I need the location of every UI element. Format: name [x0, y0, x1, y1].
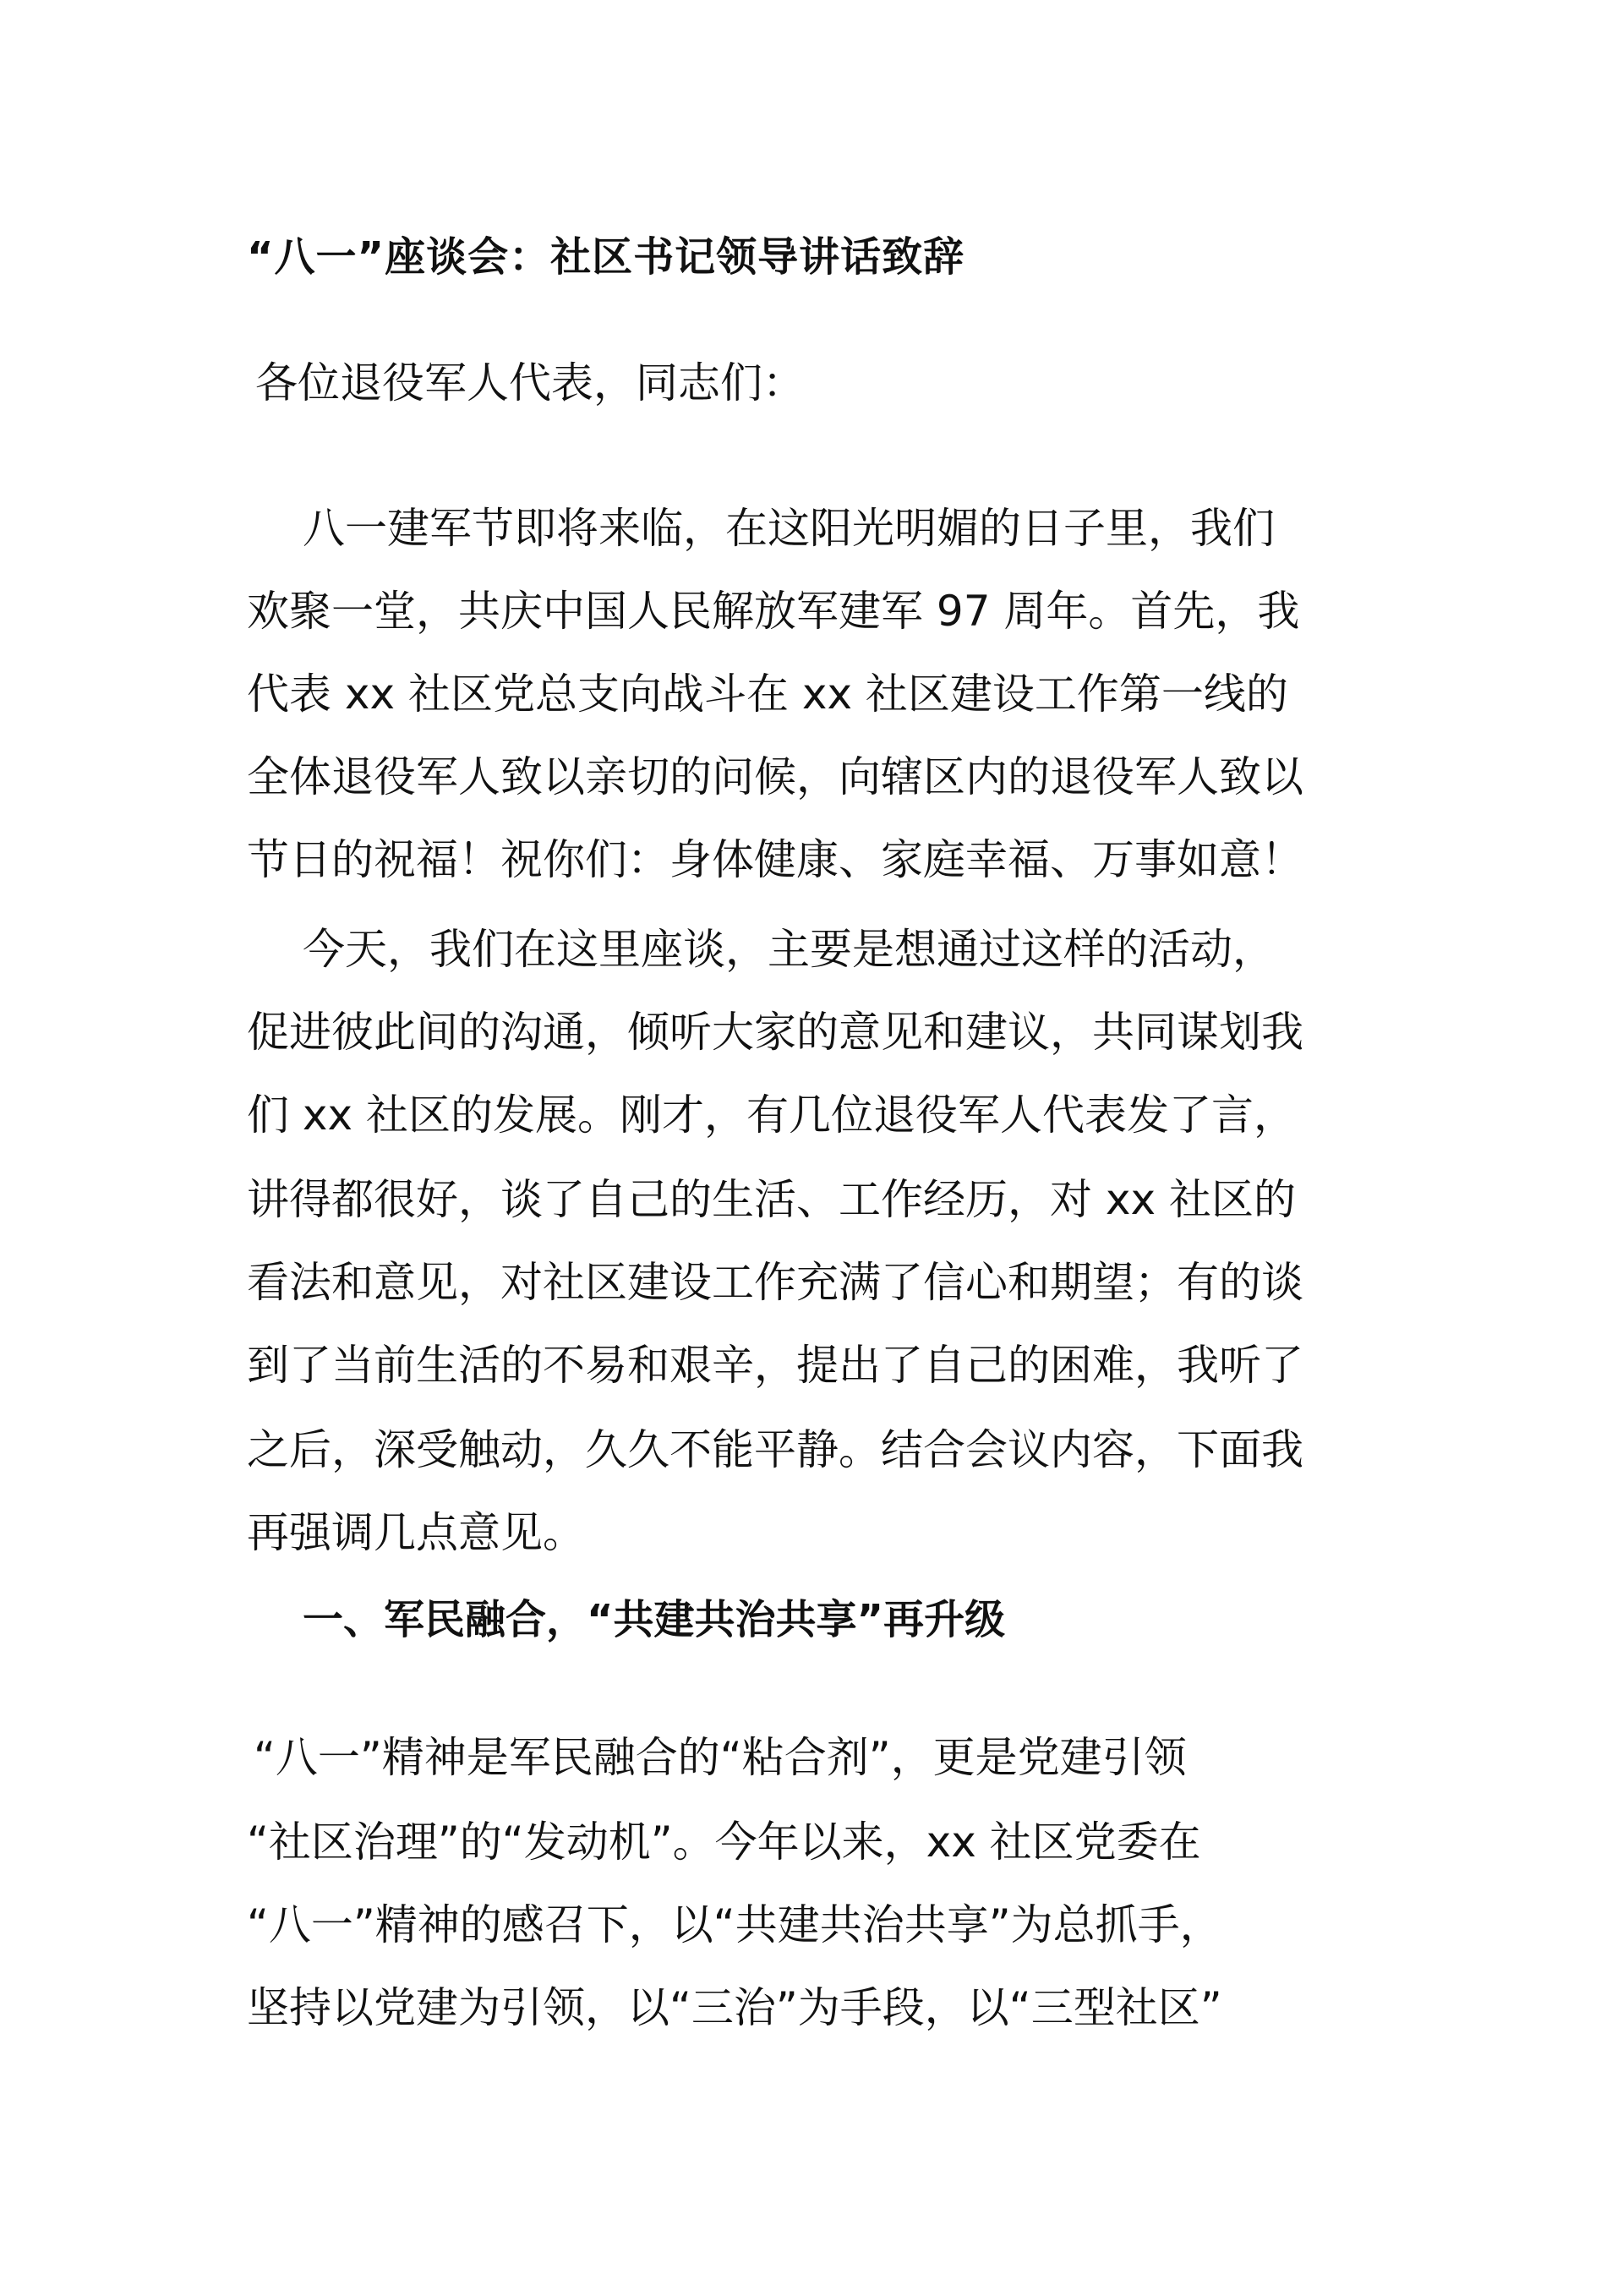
paragraph2-line: 讲得都很好，谈了自己的生活、工作经历，对 xx 社区的 [247, 1175, 1296, 1224]
paragraph3-line: “八一”精神是军民融合的“粘合剂”，更是党建引领 [254, 1733, 1187, 1782]
paragraph2-line: 看法和意见，对社区建设工作充满了信心和期望；有的谈 [247, 1258, 1303, 1307]
paragraph1-line: 八一建军节即将来临，在这阳光明媚的日子里，我们 [303, 504, 1275, 553]
paragraph1-line: 节日的祝福！祝你们：身体健康、家庭幸福、万事如意！ [247, 835, 1303, 884]
paragraph2-line: 今天，我们在这里座谈，主要是想通过这样的活动， [303, 925, 1275, 974]
paragraph3-line: “社区治理”的“发动机”。今年以来，xx 社区党委在 [247, 1818, 1201, 1867]
paragraph3-line: 坚持以党建为引领，以“三治”为手段，以“三型社区” [247, 1983, 1222, 2032]
paragraph2-line: 到了当前生活的不易和艰辛，提出了自己的困难，我听了 [247, 1341, 1303, 1390]
paragraph2-line: 们 xx 社区的发展。刚才，有几位退役军人代表发了言， [247, 1091, 1296, 1140]
paragraph1-line: 全体退役军人致以亲切的问候，向辖区内的退役军人致以 [247, 752, 1303, 801]
paragraph2-line: 促进彼此间的沟通，倾听大家的意见和建议，共同谋划我 [247, 1008, 1303, 1057]
paragraph1-line: 欢聚一堂，共庆中国人民解放军建军 97 周年。首先，我 [247, 587, 1300, 636]
paragraph2-line: 再强调几点意见。 [247, 1508, 585, 1557]
paragraph2-line: 之后，深受触动，久久不能平静。结合会议内容，下面我 [247, 1425, 1303, 1474]
salutation: 各位退役军人代表，同志们： [255, 358, 805, 407]
paragraph3-line: “八一”精神的感召下，以“共建共治共享”为总抓手， [247, 1900, 1222, 1949]
document-title: “八一”座谈会：社区书记领导讲话致辞 [247, 233, 965, 281]
paragraph1-line: 代表 xx 社区党总支向战斗在 xx 社区建设工作第一线的 [247, 670, 1288, 719]
section-heading: 一、军民融合，“共建共治共享”再升级 [303, 1596, 1006, 1643]
